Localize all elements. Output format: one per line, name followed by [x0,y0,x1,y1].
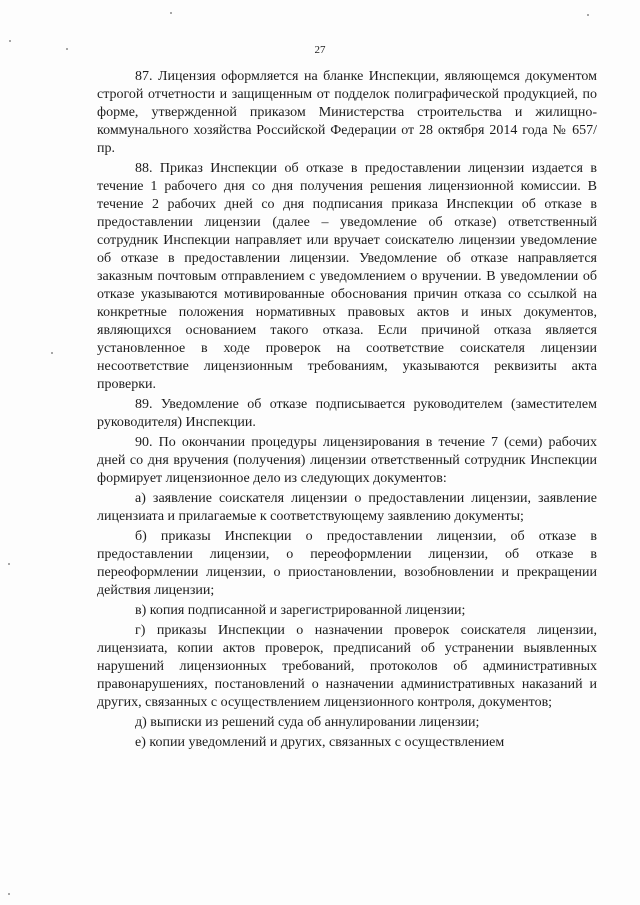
paragraph-87: 87. Лицензия оформляется на бланке Инспекции, являющемся документом строгой отчетности и защищенным от подделок полиграфической продукцией, по форме, утвержденной приказом Министерства строительства и жилищно-коммунального хозяйства Российской Федерации от 28 октября 2014 года № 657/пр. [97,69,597,156]
list-item-d: д) выписки из решений суда об аннулировании лицензии; [135,715,480,730]
list-item-g: г) приказы Инспекции о назначении проверок соискателя лицензии, лицензиата, копии актов проверок, предписаний об устранении выявленных нарушений лицензионных требований, протоколов об административных правонарушениях, постановлений о назначении административных наказаний и других, связанных с осуществлением лицензионного контроля, документов; [97,623,597,710]
scan-speck [51,352,53,354]
paragraph-90: 90. По окончании процедуры лицензирования в течение 7 (семи) рабочих дней со дня вручения (получения) лицензии ответственный сотрудник Инспекции формирует лицензионное дело из следующих документов: [97,435,597,486]
list-item-v: в) копия подписанной и зарегистрированной лицензии; [135,603,466,618]
list-item-b: б) приказы Инспекции о предоставлении лицензии, об отказе в предоставлении лицензии, о переоформлении лицензии, об отказе в переоформлении лицензии, о приостановлении, возобновлении и прекращении действия лицензии; [97,529,597,598]
page-number: 27 [314,44,326,56]
scan-speck [8,563,10,565]
scan-speck [66,48,68,50]
scan-speck [587,14,589,16]
scan-speck [170,12,172,14]
scan-speck [8,893,10,895]
list-item-e: е) копии уведомлений и других, связанных с осуществлением [135,735,505,750]
paragraph-88: 88. Приказ Инспекции об отказе в предоставлении лицензии издается в течение 1 рабочего дня со дня получения решения лицензионной комиссии. В течение 2 рабочих дней со дня подписания приказа Инспекции об отказе в предоставлении лицензии (далее – уведомление об отказе) ответственный сотрудник Инспекции направляет или вручает соискателю лицензии уведомление об отказе в предоставлении лицензии. Уведомление об отказе направляется заказным почтовым отправлением с уведомлением о вручении. В уведомлении об отказе указываются мотивированные обоснования причин отказа со ссылкой на конкретные положения нормативных правовых актов и иных документов, являющихся основанием такого отказа. Если причиной отказа является установленное в ходе проверок на соответствие соискателя лицензии несоответствие лицензионным требованиям, указываются реквизиты акта проверки. [97,161,597,392]
document-body [97,68,597,754]
list-item-a: а) заявление соискателя лицензии о предоставлении лицензии, заявление лицензиата и прилагаемые к соответствующему заявлению документы; [97,491,597,524]
scan-speck [9,40,11,42]
paragraph-89: 89. Уведомление об отказе подписывается руководителем (заместителем руководителя) Инспекции. [97,397,597,430]
